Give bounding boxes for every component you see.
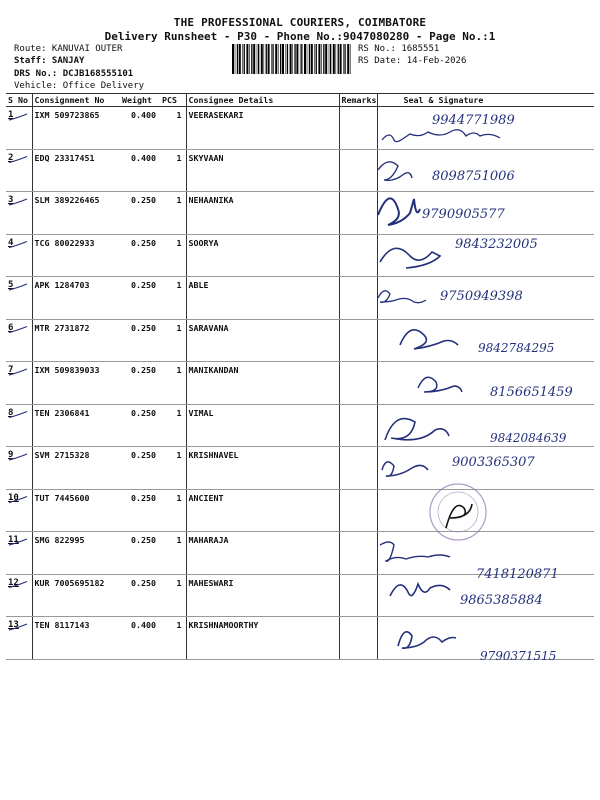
phone-handwriting: 9843232005 (455, 237, 538, 252)
seal-signature-cell (377, 149, 594, 192)
route-label: Route: KANUVAI OUTER (14, 44, 123, 54)
seal-signature-cell (377, 362, 594, 405)
table-row (6, 362, 594, 405)
consignee-name: ABLE (186, 277, 339, 320)
weight-value: 0.250 (120, 447, 160, 490)
col-consignee: Consignee Details (186, 94, 339, 107)
pcs-value: 1 (160, 319, 186, 362)
row-sno: 13 (6, 617, 32, 660)
consignee-name: SARAVANA (186, 319, 339, 362)
seal-signature-cell (377, 234, 594, 277)
table-row (6, 489, 594, 532)
consignment-number: KUR 7005695182 (32, 574, 120, 617)
consignee-name: MANIKANDAN (186, 362, 339, 405)
weight-value: 0.400 (120, 149, 160, 192)
col-remarks: Remarks (339, 94, 377, 107)
weight-value: 0.250 (120, 234, 160, 277)
remarks-cell (339, 192, 377, 235)
weight-value: 0.250 (120, 192, 160, 235)
vehicle-label: Vehicle: Office Delivery (14, 81, 145, 91)
row-sno: 9 (6, 447, 32, 490)
pcs-value: 1 (160, 149, 186, 192)
seal-signature-cell (377, 319, 594, 362)
remarks-cell (339, 107, 377, 150)
remarks-cell (339, 489, 377, 532)
seal-signature-cell (377, 192, 594, 235)
consignment-number: IXM 509723865 (32, 107, 120, 150)
table-row (6, 617, 594, 660)
consignee-name: MAHARAJA (186, 532, 339, 575)
runsheet-table (6, 93, 594, 660)
remarks-cell (339, 532, 377, 575)
seal-signature-cell (377, 574, 594, 617)
consignee-name: ANCIENT (186, 489, 339, 532)
consignee-name: MAHESWARI (186, 574, 339, 617)
col-seal: Seal & Signature (377, 94, 594, 107)
consignee-name: KRISHNAVEL (186, 447, 339, 490)
table-row (6, 192, 594, 235)
remarks-cell (339, 404, 377, 447)
phone-handwriting: 8098751006 (432, 169, 515, 184)
remarks-cell (339, 574, 377, 617)
consignee-name: SOORYA (186, 234, 339, 277)
consignment-number: SMG 822995 (32, 532, 120, 575)
staff-label: Staff: SANJAY (14, 56, 85, 66)
consignment-number: SLM 389226465 (32, 192, 120, 235)
table-header-row (6, 94, 594, 107)
pcs-value: 1 (160, 234, 186, 277)
table-row (6, 277, 594, 320)
phone-handwriting: 9790905577 (422, 207, 505, 222)
weight-value: 0.400 (120, 107, 160, 150)
seal-signature-cell (377, 404, 594, 447)
row-sno: 10 (6, 489, 32, 532)
consignment-number: IXM 509839033 (32, 362, 120, 405)
consignee-name: NEHAANIKA (186, 192, 339, 235)
phone-handwriting: 9842784295 (478, 341, 555, 355)
phone-handwriting: 7418120871 (476, 567, 559, 582)
phone-handwriting: 9865385884 (460, 593, 543, 608)
row-sno: 11 (6, 532, 32, 575)
row-sno: 3 (6, 192, 32, 235)
row-sno: 8 (6, 404, 32, 447)
pcs-value: 1 (160, 489, 186, 532)
pcs-value: 1 (160, 277, 186, 320)
phone-handwriting: 8156651459 (490, 385, 573, 400)
consignment-number: EDQ 23317451 (32, 149, 120, 192)
pcs-value: 1 (160, 447, 186, 490)
table-row (6, 404, 594, 447)
rs-date: RS Date: 14-Feb-2026 (358, 56, 467, 66)
table-row (6, 149, 594, 192)
remarks-cell (339, 149, 377, 192)
consignee-name: VEERASEKARI (186, 107, 339, 150)
remarks-cell (339, 362, 377, 405)
weight-value: 0.250 (120, 489, 160, 532)
remarks-cell (339, 447, 377, 490)
remarks-cell (339, 319, 377, 362)
pcs-value: 1 (160, 574, 186, 617)
pcs-value: 1 (160, 192, 186, 235)
table-row (6, 574, 594, 617)
consignment-number: TUT 7445600 (32, 489, 120, 532)
table-row (6, 234, 594, 277)
weight-value: 0.250 (120, 319, 160, 362)
table-row (6, 447, 594, 490)
weight-value: 0.250 (120, 362, 160, 405)
consignment-number: TEN 2306841 (32, 404, 120, 447)
table-row (6, 319, 594, 362)
pcs-value: 1 (160, 617, 186, 660)
rs-number: RS No.: 1685551 (358, 44, 440, 54)
weight-value: 0.250 (120, 574, 160, 617)
phone-handwriting: 9003365307 (452, 455, 535, 470)
pcs-value: 1 (160, 404, 186, 447)
consignment-number: SVM 2715328 (32, 447, 120, 490)
phone-handwriting: 9842084639 (490, 431, 567, 445)
seal-signature-cell (377, 277, 594, 320)
phone-handwriting: 9790371515 (480, 649, 557, 663)
row-sno: 4 (6, 234, 32, 277)
consignment-number: TCG 80022933 (32, 234, 120, 277)
seal-signature-cell (377, 489, 594, 532)
row-sno: 6 (6, 319, 32, 362)
seal-signature-cell (377, 532, 594, 575)
consignment-number: MTR 2731872 (32, 319, 120, 362)
pcs-value: 1 (160, 362, 186, 405)
seal-signature-cell (377, 107, 594, 150)
remarks-cell (339, 277, 377, 320)
remarks-cell (339, 617, 377, 660)
seal-signature-cell (377, 447, 594, 490)
weight-value: 0.250 (120, 404, 160, 447)
weight-value: 0.250 (120, 532, 160, 575)
col-pcs: PCS (160, 94, 186, 107)
col-consignment: Consignment No (32, 94, 120, 107)
table-row (6, 532, 594, 575)
row-sno: 2 (6, 149, 32, 192)
barcode-icon (231, 44, 353, 74)
runsheet-subtitle: Delivery Runsheet - P30 - Phone No.:9047080280 - Page No.:1 (104, 30, 496, 43)
phone-handwriting: 9944771989 (432, 113, 515, 128)
pcs-value: 1 (160, 532, 186, 575)
remarks-cell (339, 234, 377, 277)
table-row (6, 107, 594, 150)
pcs-value: 1 (160, 107, 186, 150)
drs-number: DRS No.: DCJB168555101 (14, 69, 134, 79)
row-sno: 12 (6, 574, 32, 617)
consignee-name: SKYVAAN (186, 149, 339, 192)
consignee-name: VIMAL (186, 404, 339, 447)
consignee-name: KRISHNAMOORTHY (186, 617, 339, 660)
col-weight: Weight (120, 94, 160, 107)
weight-value: 0.400 (120, 617, 160, 660)
consignment-number: APK 1284703 (32, 277, 120, 320)
phone-handwriting: 9750949398 (440, 289, 523, 304)
seal-signature-cell (377, 617, 594, 660)
row-sno: 5 (6, 277, 32, 320)
col-sno: S No (6, 94, 32, 107)
weight-value: 0.250 (120, 277, 160, 320)
row-sno: 7 (6, 362, 32, 405)
row-sno: 1 (6, 107, 32, 150)
company-title: THE PROFESSIONAL COURIERS, COIMBATORE (173, 16, 427, 29)
consignment-number: TEN 8117143 (32, 617, 120, 660)
